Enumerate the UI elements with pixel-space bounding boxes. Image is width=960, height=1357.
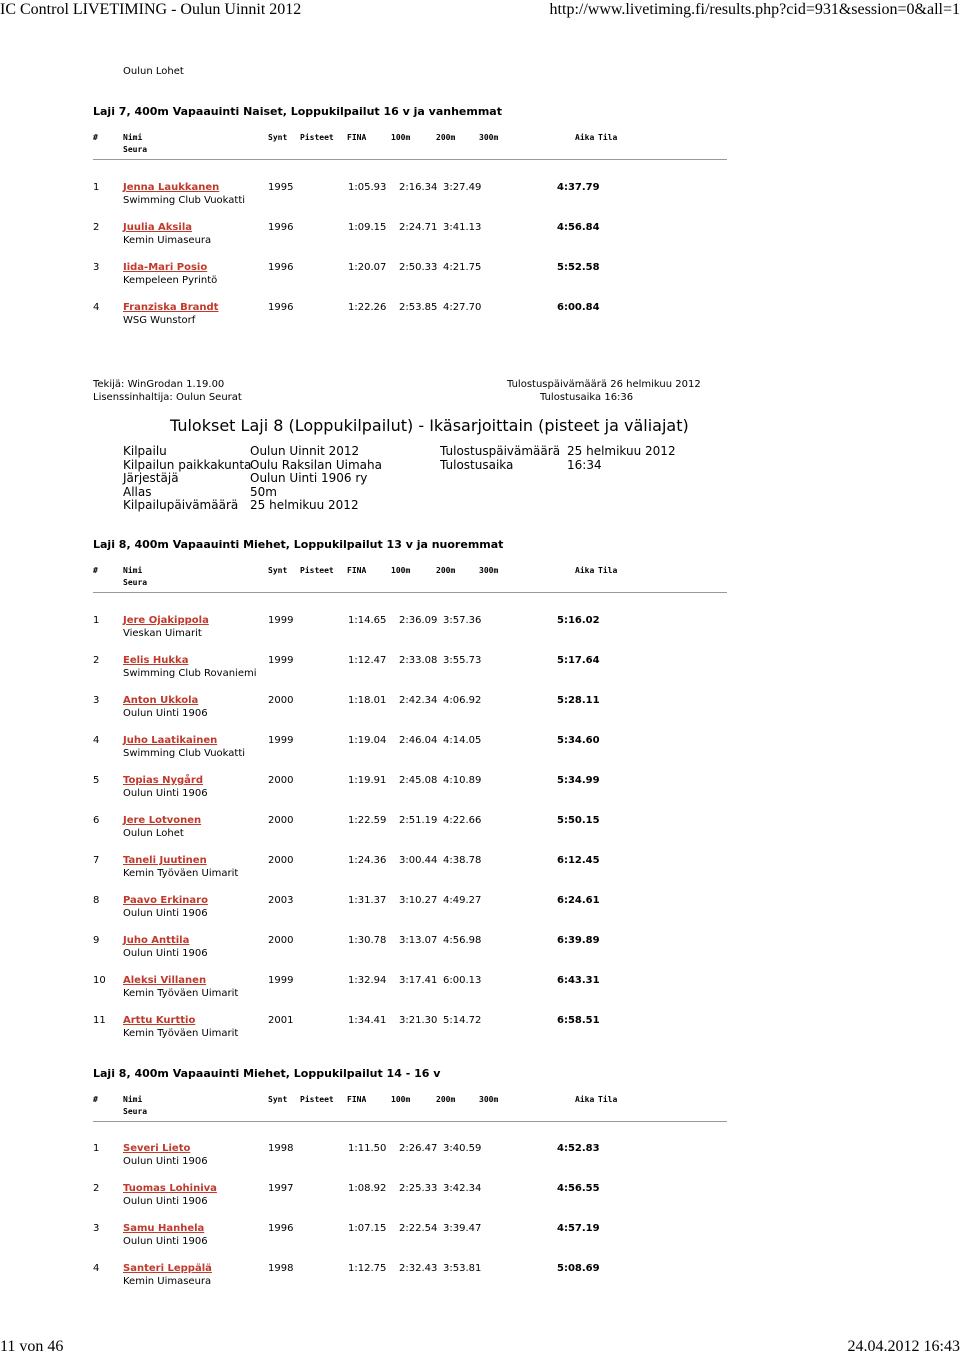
split-300m: 3:55.73 <box>443 655 482 666</box>
place: 1 <box>93 1143 100 1154</box>
place: 3 <box>93 1223 100 1234</box>
result-row <box>93 182 733 210</box>
info-kilpailu-label: Kilpailu <box>123 444 167 458</box>
club-name: Oulun Uinti 1906 <box>123 1156 208 1167</box>
athlete-name-link[interactable]: Jenna Laukkanen <box>123 182 220 193</box>
club-name: Vieskan Uimarit <box>123 628 202 639</box>
split-300m: 3:42.34 <box>443 1183 482 1194</box>
place: 9 <box>93 935 100 946</box>
club-name: Oulun Uinti 1906 <box>123 708 208 719</box>
split-300m: 4:38.78 <box>443 855 482 866</box>
split-300m: 4:06.92 <box>443 695 482 706</box>
event-8b-header <box>93 1095 727 1125</box>
result-row <box>93 655 733 683</box>
athlete-name-link[interactable]: Severi Lieto <box>123 1143 191 1154</box>
final-time: 5:28.11 <box>557 695 600 706</box>
birth-year: 1998 <box>268 1263 294 1274</box>
athlete-name-link[interactable]: Iida-Mari Posio <box>123 262 208 273</box>
result-row <box>93 262 733 290</box>
place: 5 <box>93 775 100 786</box>
split-300m: 3:39.47 <box>443 1223 482 1234</box>
final-time: 4:56.84 <box>557 222 600 233</box>
birth-year: 2003 <box>268 895 294 906</box>
info-paikka-value: Oulu Raksilan Uimaha <box>250 458 382 472</box>
col-300m: 300m <box>479 133 499 142</box>
club-name: Kemin Työväen Uimarit <box>123 868 239 879</box>
col-num: # <box>93 1095 98 1104</box>
col-fina: FINA <box>347 133 367 142</box>
info-kilpailu-value: Oulun Uinnit 2012 <box>250 444 360 458</box>
final-time: 5:34.99 <box>557 775 600 786</box>
final-time: 4:57.19 <box>557 1223 600 1234</box>
club-name: Kemin Uimaseura <box>123 235 212 246</box>
place: 1 <box>93 182 100 193</box>
birth-year: 2000 <box>268 935 294 946</box>
split-100m: 1:24.36 <box>348 855 387 866</box>
col-tila: Tila <box>598 566 618 575</box>
split-200m: 2:32.43 <box>399 1263 438 1274</box>
club-name: Oulun Uinti 1906 <box>123 1196 208 1207</box>
header-rule <box>93 159 727 160</box>
split-200m: 2:46.04 <box>399 735 438 746</box>
club-name: Oulun Uinti 1906 <box>123 788 208 799</box>
col-100m: 100m <box>391 133 411 142</box>
split-100m: 1:12.75 <box>348 1263 387 1274</box>
place: 2 <box>93 1183 100 1194</box>
col-aika: Aika <box>575 566 595 575</box>
info-taika-value: 16:34 <box>567 458 602 472</box>
split-200m: 3:13.07 <box>399 935 438 946</box>
col-pisteet: Pisteet <box>300 566 334 575</box>
birth-year: 2000 <box>268 775 294 786</box>
birth-year: 2000 <box>268 855 294 866</box>
info-allas-value: 50m <box>250 485 277 499</box>
event-8a-title: Laji 8, 400m Vapaauinti Miehet, Loppukilpailut 13 v ja nuoremmat <box>93 538 504 551</box>
final-time: 5:17.64 <box>557 655 600 666</box>
place: 2 <box>93 222 100 233</box>
print-date: Tulostuspäivämäärä 26 helmikuu 2012 <box>507 379 701 390</box>
split-200m: 2:53.85 <box>399 302 438 313</box>
col-seura: Seura <box>123 1107 148 1116</box>
col-100m: 100m <box>391 566 411 575</box>
split-200m: 2:24.71 <box>399 222 438 233</box>
birth-year: 1999 <box>268 735 294 746</box>
col-name: Nimi <box>123 1095 143 1104</box>
split-100m: 1:12.47 <box>348 655 387 666</box>
col-seura: Seura <box>123 145 148 154</box>
birth-year: 1996 <box>268 262 294 273</box>
result-row <box>93 935 733 963</box>
result-row <box>93 1263 733 1291</box>
birth-year: 1998 <box>268 1143 294 1154</box>
split-200m: 2:45.08 <box>399 775 438 786</box>
birth-year: 2001 <box>268 1015 294 1026</box>
club-name: Kemin Työväen Uimarit <box>123 988 239 999</box>
final-time: 6:12.45 <box>557 855 600 866</box>
final-time: 5:34.60 <box>557 735 600 746</box>
athlete-name-link[interactable]: Santeri Leppälä <box>123 1263 212 1274</box>
birth-year: 1999 <box>268 975 294 986</box>
place: 4 <box>93 735 100 746</box>
place: 4 <box>93 302 100 313</box>
place: 3 <box>93 695 100 706</box>
col-seura: Seura <box>123 578 148 587</box>
place: 1 <box>93 615 100 626</box>
split-200m: 2:33.08 <box>399 655 438 666</box>
split-200m: 2:42.34 <box>399 695 438 706</box>
info-taika-label: Tulostusaika <box>440 458 514 472</box>
split-100m: 1:05.93 <box>348 182 387 193</box>
report-title: Tulokset Laji 8 (Loppukilpailut) - Ikäsarjoittain (pisteet ja väliajat) <box>170 416 689 435</box>
split-300m: 4:27.70 <box>443 302 482 313</box>
split-200m: 3:10.27 <box>399 895 438 906</box>
final-time: 6:39.89 <box>557 935 600 946</box>
club-name: Oulun Uinti 1906 <box>123 948 208 959</box>
col-tila: Tila <box>598 133 618 142</box>
place: 8 <box>93 895 100 906</box>
split-100m: 1:31.37 <box>348 895 387 906</box>
split-100m: 1:19.04 <box>348 735 387 746</box>
split-100m: 1:30.78 <box>348 935 387 946</box>
col-name: Nimi <box>123 566 143 575</box>
split-300m: 5:14.72 <box>443 1015 482 1026</box>
athlete-name-link[interactable]: Topias Nygård <box>123 775 204 786</box>
final-time: 5:16.02 <box>557 615 600 626</box>
final-time: 6:58.51 <box>557 1015 600 1026</box>
result-row <box>93 855 733 883</box>
col-100m: 100m <box>391 1095 411 1104</box>
split-200m: 2:51.19 <box>399 815 438 826</box>
event-7-header <box>93 133 727 163</box>
club-name: Oulun Lohet <box>123 828 184 839</box>
split-300m: 3:41.13 <box>443 222 482 233</box>
split-100m: 1:18.01 <box>348 695 387 706</box>
split-200m: 2:50.33 <box>399 262 438 273</box>
col-num: # <box>93 566 98 575</box>
result-row <box>93 815 733 843</box>
info-tpvm-value: 25 helmikuu 2012 <box>567 444 676 458</box>
col-300m: 300m <box>479 1095 499 1104</box>
split-200m: 2:36.09 <box>399 615 438 626</box>
birth-year: 2000 <box>268 695 294 706</box>
birth-year: 1995 <box>268 182 294 193</box>
split-100m: 1:08.92 <box>348 1183 387 1194</box>
final-time: 6:43.31 <box>557 975 600 986</box>
athlete-name-link[interactable]: Eelis Hukka <box>123 655 189 666</box>
result-row <box>93 1143 733 1171</box>
col-200m: 200m <box>436 566 456 575</box>
split-300m: 3:53.81 <box>443 1263 482 1274</box>
event-7-title: Laji 7, 400m Vapaauinti Naiset, Loppukilpailut 16 v ja vanhemmat <box>93 105 502 118</box>
birth-year: 1999 <box>268 655 294 666</box>
birth-year: 2000 <box>268 815 294 826</box>
split-200m: 2:22.54 <box>399 1223 438 1234</box>
athlete-name-link[interactable]: Aleksi Villanen <box>123 975 207 986</box>
athlete-name-link[interactable]: Samu Hanhela <box>123 1223 205 1234</box>
print-time: Tulostusaika 16:36 <box>540 392 634 403</box>
club-name: Kemin Uimaseura <box>123 1276 212 1287</box>
final-time: 4:37.79 <box>557 182 600 193</box>
split-100m: 1:14.65 <box>348 615 387 626</box>
split-200m: 3:00.44 <box>399 855 438 866</box>
athlete-name-link[interactable]: Paavo Erkinaro <box>123 895 208 906</box>
place: 11 <box>93 1015 106 1026</box>
col-pisteet: Pisteet <box>300 133 334 142</box>
print-footer <box>0 1338 960 1357</box>
page-title: IC Control LIVETIMING - Oulun Uinnit 2012 <box>0 1 302 18</box>
result-row <box>93 615 733 643</box>
split-300m: 4:14.05 <box>443 735 482 746</box>
split-100m: 1:32.94 <box>348 975 387 986</box>
header-rule <box>93 1121 727 1122</box>
split-100m: 1:22.59 <box>348 815 387 826</box>
col-synt: Synt <box>268 133 288 142</box>
col-200m: 200m <box>436 1095 456 1104</box>
result-row <box>93 1223 733 1251</box>
birth-year: 1996 <box>268 222 294 233</box>
result-row <box>93 975 733 1003</box>
col-pisteet: Pisteet <box>300 1095 334 1104</box>
birth-year: 1996 <box>268 1223 294 1234</box>
col-tila: Tila <box>598 1095 618 1104</box>
final-time: 4:52.83 <box>557 1143 600 1154</box>
club-name: WSG Wunstorf <box>123 315 196 326</box>
birth-year: 1996 <box>268 302 294 313</box>
info-jarjestaja-label: Järjestäjä <box>123 471 179 485</box>
athlete-name-link[interactable]: Juho Laatikainen <box>123 735 218 746</box>
athlete-name-link[interactable]: Anton Ukkola <box>123 695 199 706</box>
info-jarjestaja-value: Oulun Uinti 1906 ry <box>250 471 368 485</box>
split-100m: 1:22.26 <box>348 302 387 313</box>
split-200m: 3:21.30 <box>399 1015 438 1026</box>
final-time: 6:00.84 <box>557 302 600 313</box>
producer: Tekijä: WinGrodan 1.19.00 <box>93 379 225 390</box>
col-aika: Aika <box>575 133 595 142</box>
info-pvm-value: 25 helmikuu 2012 <box>250 498 359 512</box>
col-fina: FINA <box>347 1095 367 1104</box>
split-300m: 4:21.75 <box>443 262 482 273</box>
place: 7 <box>93 855 100 866</box>
athlete-name-link[interactable]: Jere Lotvonen <box>123 815 202 826</box>
final-time: 5:52.58 <box>557 262 600 273</box>
result-row <box>93 695 733 723</box>
event-8a-header <box>93 566 727 596</box>
athlete-name-link[interactable]: Juulia Aksila <box>123 222 192 233</box>
split-200m: 2:25.33 <box>399 1183 438 1194</box>
split-300m: 3:57.36 <box>443 615 482 626</box>
split-100m: 1:20.07 <box>348 262 387 273</box>
header-rule <box>93 592 727 593</box>
split-300m: 3:27.49 <box>443 182 482 193</box>
final-time: 5:50.15 <box>557 815 600 826</box>
split-100m: 1:19.91 <box>348 775 387 786</box>
club-name: Oulun Uinti 1906 <box>123 908 208 919</box>
club-name: Swimming Club Vuokatti <box>123 748 246 759</box>
col-synt: Synt <box>268 566 288 575</box>
result-row <box>93 775 733 803</box>
print-header <box>0 0 960 22</box>
birth-year: 1997 <box>268 1183 294 1194</box>
result-row <box>93 735 733 763</box>
col-fina: FINA <box>347 566 367 575</box>
print-timestamp: 24.04.2012 16:43 <box>847 1338 960 1355</box>
result-row <box>93 302 733 330</box>
club-name: Oulun Uinti 1906 <box>123 1236 208 1247</box>
split-100m: 1:34.41 <box>348 1015 387 1026</box>
split-300m: 4:10.89 <box>443 775 482 786</box>
place: 10 <box>93 975 106 986</box>
page-url: http://www.livetiming.fi/results.php?cid=931&session=0&all=1 <box>549 1 960 18</box>
result-row <box>93 222 733 250</box>
event-8b-title: Laji 8, 400m Vapaauinti Miehet, Loppukilpailut 14 - 16 v <box>93 1067 441 1080</box>
place: 3 <box>93 262 100 273</box>
birth-year: 1999 <box>268 615 294 626</box>
club-name: Swimming Club Rovaniemi <box>123 668 257 679</box>
col-200m: 200m <box>436 133 456 142</box>
info-paikka-label: Kilpailun paikkakunta <box>123 458 252 472</box>
col-name: Nimi <box>123 133 143 142</box>
place: 2 <box>93 655 100 666</box>
athlete-name-link[interactable]: Arttu Kurttio <box>123 1015 196 1026</box>
info-allas-label: Allas <box>123 485 152 499</box>
col-synt: Synt <box>268 1095 288 1104</box>
split-100m: 1:11.50 <box>348 1143 387 1154</box>
final-time: 4:56.55 <box>557 1183 600 1194</box>
athlete-name-link[interactable]: Juho Anttila <box>123 935 190 946</box>
info-pvm-label: Kilpailupäivämäärä <box>123 498 239 512</box>
col-300m: 300m <box>479 566 499 575</box>
athlete-name-link[interactable]: Franziska Brandt <box>123 302 219 313</box>
final-time: 5:08.69 <box>557 1263 600 1274</box>
split-300m: 4:56.98 <box>443 935 482 946</box>
split-200m: 2:26.47 <box>399 1143 438 1154</box>
split-100m: 1:09.15 <box>348 222 387 233</box>
club-name: Kempeleen Pyrintö <box>123 275 218 286</box>
athlete-name-link[interactable]: Tuomas Lohiniva <box>123 1183 217 1194</box>
licensee: Lisenssinhaltija: Oulun Seurat <box>93 392 242 403</box>
result-row <box>93 895 733 923</box>
club-name: Kemin Työväen Uimarit <box>123 1028 239 1039</box>
split-200m: 2:16.34 <box>399 182 438 193</box>
split-300m: 4:22.66 <box>443 815 482 826</box>
club-name: Swimming Club Vuokatti <box>123 195 246 206</box>
split-300m: 3:40.59 <box>443 1143 482 1154</box>
athlete-name-link[interactable]: Taneli Juutinen <box>123 855 207 866</box>
split-100m: 1:07.15 <box>348 1223 387 1234</box>
athlete-name-link[interactable]: Jere Ojakippola <box>123 615 209 626</box>
place: 4 <box>93 1263 100 1274</box>
split-200m: 3:17.41 <box>399 975 438 986</box>
split-300m: 6:00.13 <box>443 975 482 986</box>
place: 6 <box>93 815 100 826</box>
result-row <box>93 1183 733 1211</box>
page-count: 11 von 46 <box>0 1338 64 1355</box>
col-aika: Aika <box>575 1095 595 1104</box>
info-tpvm-label: Tulostuspäivämäärä <box>440 444 561 458</box>
final-time: 6:24.61 <box>557 895 600 906</box>
result-row <box>93 1015 733 1043</box>
col-num: # <box>93 133 98 142</box>
top-club: Oulun Lohet <box>123 66 184 77</box>
split-300m: 4:49.27 <box>443 895 482 906</box>
